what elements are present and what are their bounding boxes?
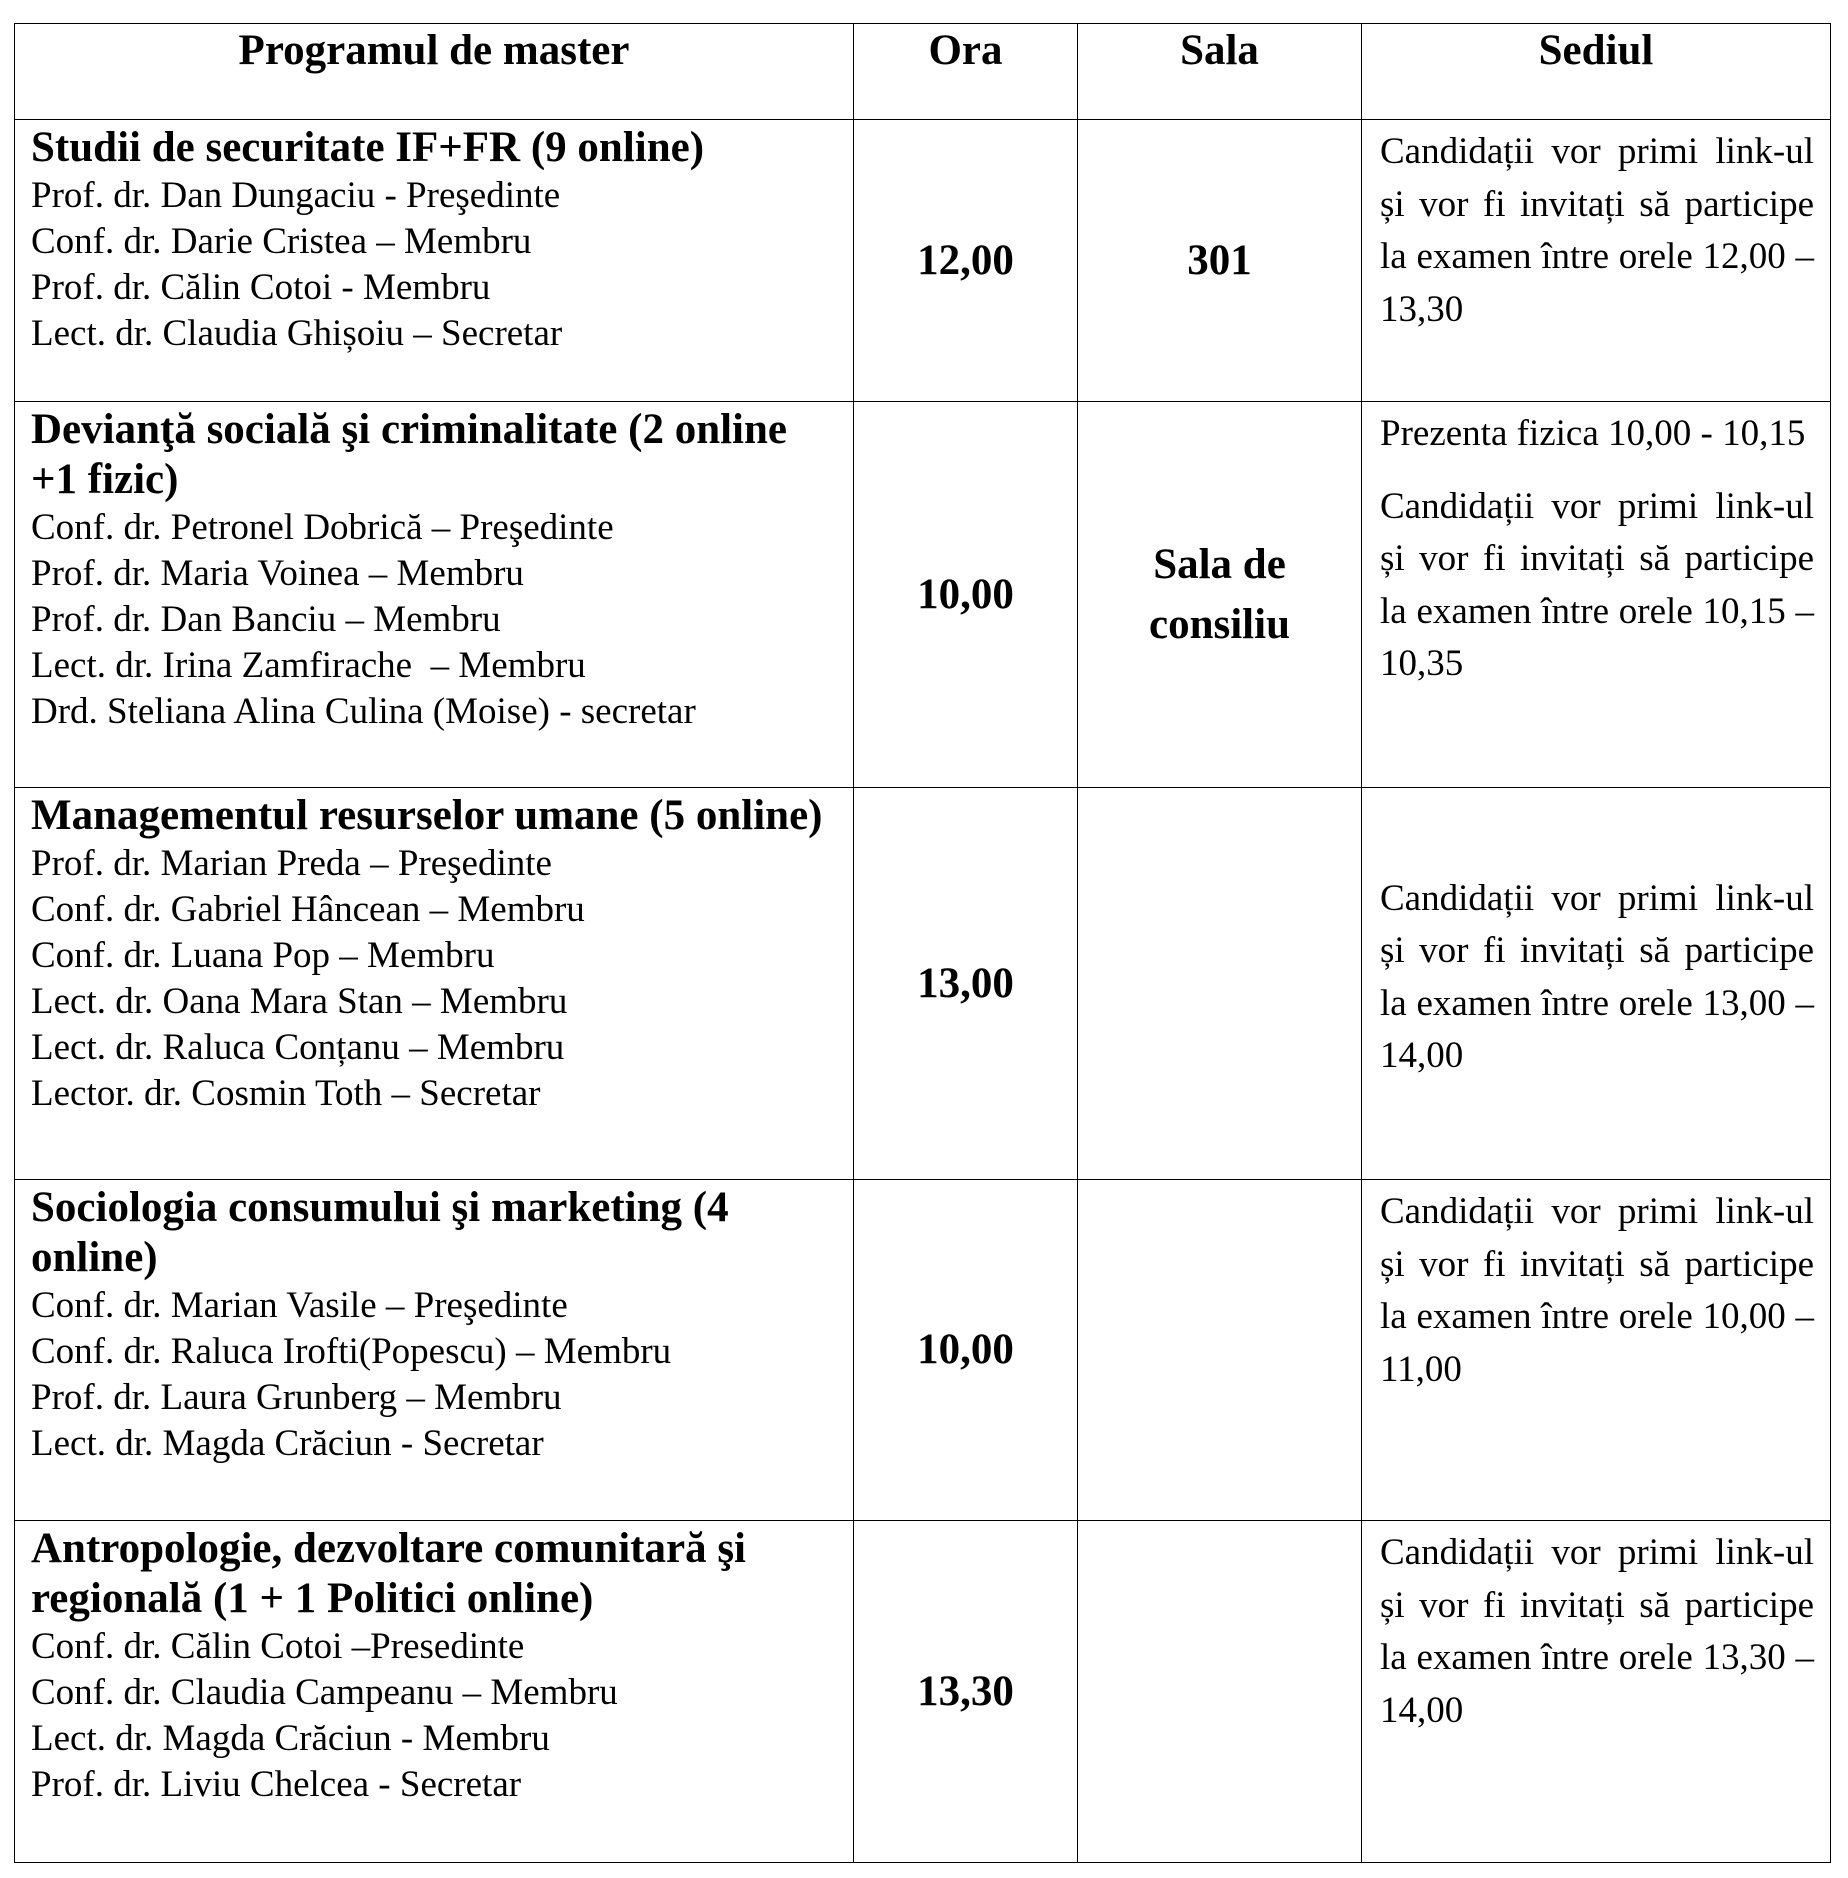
- committee-list: [31, 1283, 843, 1467]
- committee-member: Prof. dr. Marian Preda – Preşedinte: [31, 843, 552, 884]
- exam-schedule-table: [14, 23, 1831, 1863]
- committee-member: Prof. dr. Liviu Chelcea - Secretar: [31, 1764, 522, 1805]
- committee-member: Lect. dr. Magda Crăciun - Membru: [31, 1718, 550, 1759]
- sediul-cell: [1362, 402, 1831, 788]
- table-row: [15, 120, 1831, 402]
- sediul-text: Candidații vor primi link-ul și vor fi invitați să participe la examen între orele 13,30 –14,00: [1380, 1532, 1814, 1731]
- table-row: [15, 402, 1831, 788]
- committee-member: Prof. dr. Dan Banciu – Membru: [31, 599, 501, 640]
- program-title: Antropologie, dezvoltare comunitară şi regională (1 + 1 Politici online): [31, 1525, 747, 1622]
- committee-member: Lector. dr. Cosmin Toth – Secretar: [31, 1073, 541, 1114]
- committee-list: [31, 505, 843, 735]
- committee-list: [31, 173, 843, 357]
- sala-cell: [1078, 788, 1362, 1180]
- committee-member: Drd. Steliana Alina Culina (Moise) - secretar: [31, 691, 696, 732]
- committee-member: Prof. dr. Dan Dungaciu - Preşedinte: [31, 175, 561, 216]
- sala-cell: [1078, 1180, 1362, 1521]
- sala-cell: [1078, 1521, 1362, 1863]
- program-cell: [15, 788, 854, 1180]
- committee-list: [31, 1624, 843, 1808]
- committee-member: Conf. dr. Raluca Irofti(Popescu) – Membru: [31, 1331, 672, 1372]
- sediul-text: Prezenta fizica 10,00 - 10,15: [1380, 413, 1806, 454]
- table-header-row: [15, 24, 1831, 120]
- sala-text: Sala de consiliu: [1149, 540, 1290, 648]
- committee-member: Lect. dr. Magda Crăciun - Secretar: [31, 1423, 544, 1464]
- committee-list: [31, 841, 843, 1117]
- sala-cell: [1078, 402, 1362, 788]
- committee-member: Conf. dr. Gabriel Hâncean – Membru: [31, 889, 585, 930]
- program-cell: [15, 402, 854, 788]
- table-row: [15, 1521, 1831, 1863]
- committee-member: Conf. dr. Petronel Dobrică – Preşedinte: [31, 507, 614, 548]
- ora-cell: 10,00: [854, 402, 1078, 788]
- table-row: [15, 788, 1831, 1180]
- committee-member: Lect. dr. Irina Zamfirache – Membru: [31, 645, 586, 686]
- sala-cell: 301: [1078, 120, 1362, 402]
- program-title: Studii de securitate IF+FR (9 online): [31, 124, 705, 171]
- header-sediul: Sediul: [1362, 24, 1831, 120]
- header-sala: Sala: [1078, 24, 1362, 120]
- sediul-text: Candidații vor primi link-ul și vor fi invitați să participe la examen între orele 12,00 –13,30: [1380, 131, 1814, 330]
- committee-member: Conf. dr. Darie Cristea – Membru: [31, 221, 532, 262]
- committee-member: Prof. dr. Călin Cotoi - Membru: [31, 267, 491, 308]
- committee-member: Conf. dr. Claudia Campeanu – Membru: [31, 1672, 618, 1713]
- committee-member: Conf. dr. Călin Cotoi –Presedinte: [31, 1626, 525, 1667]
- program-cell: [15, 1180, 854, 1521]
- program-title: Sociologia consumului şi marketing (4 online): [31, 1184, 729, 1281]
- committee-member: Lect. dr. Raluca Conțanu – Membru: [31, 1027, 565, 1068]
- sediul-cell: [1362, 1521, 1831, 1863]
- sediul-text: Candidații vor primi link-ul și vor fi invitați să participe la examen între orele 10,00 –11,00: [1380, 1191, 1814, 1390]
- header-program: Programul de master: [15, 24, 854, 120]
- ora-cell: 13,30: [854, 1521, 1078, 1863]
- committee-member: Lect. dr. Oana Mara Stan – Membru: [31, 981, 568, 1022]
- program-cell: [15, 1521, 854, 1863]
- program-title: Managementul resurselor umane (5 online): [31, 792, 823, 839]
- program-title: Devianţă socială şi criminalitate (2 online +1 fizic): [31, 406, 788, 503]
- committee-member: Conf. dr. Luana Pop – Membru: [31, 935, 495, 976]
- ora-cell: 10,00: [854, 1180, 1078, 1521]
- sediul-cell: [1362, 120, 1831, 402]
- committee-member: Lect. dr. Claudia Ghișoiu – Secretar: [31, 313, 563, 354]
- ora-cell: 13,00: [854, 788, 1078, 1180]
- committee-member: Prof. dr. Maria Voinea – Membru: [31, 553, 524, 594]
- sediul-text: Candidații vor primi link-ul și vor fi invitați să participe la examen între orele 10,15 –10,35: [1380, 485, 1814, 684]
- committee-member: Prof. dr. Laura Grunberg – Membru: [31, 1377, 562, 1418]
- header-ora: Ora: [854, 24, 1078, 120]
- committee-member: Conf. dr. Marian Vasile – Preşedinte: [31, 1285, 568, 1326]
- table-row: [15, 1180, 1831, 1521]
- ora-cell: 12,00: [854, 120, 1078, 402]
- sediul-cell: [1362, 1180, 1831, 1521]
- sediul-text: Candidații vor primi link-ul și vor fi invitați să participe la examen între orele 13,00 –14,00: [1380, 877, 1814, 1076]
- sediul-cell: [1362, 788, 1831, 1180]
- program-cell: [15, 120, 854, 402]
